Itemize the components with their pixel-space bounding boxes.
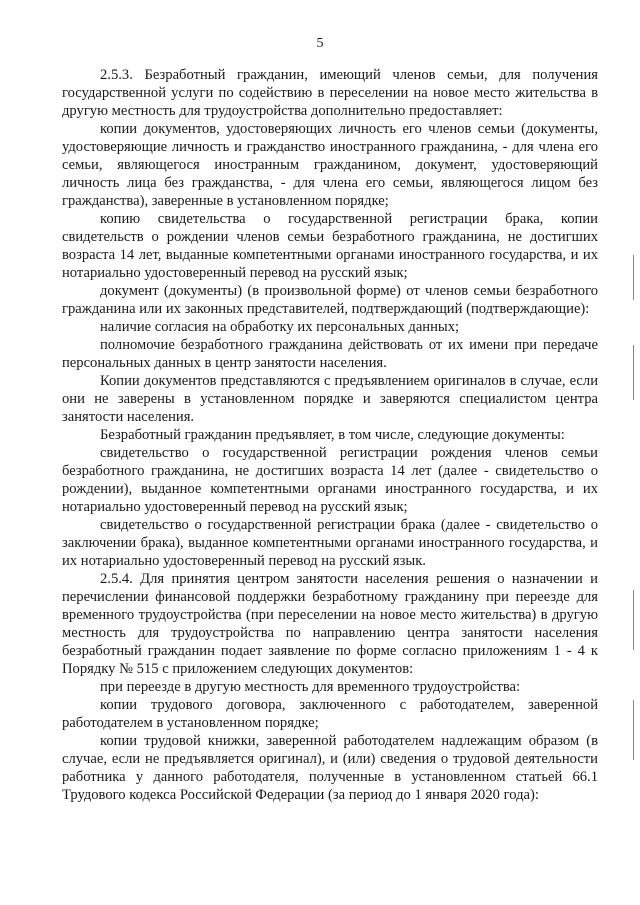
paragraph: свидетельство о государственной регистрации рождения членов семьи безработного гражданина, не достигших возраста 14 лет (далее - свидетельство о рождении), выданное компетентными органами иностранного государства, и их нотариально удостоверенный перевод на русский язык;	[62, 445, 598, 515]
document-body	[62, 66, 598, 804]
paragraph: документ (документы) (в произвольной форме) от членов семьи безработного гражданина или их законных представителей, подтверждающий (подтверждающие):	[62, 283, 598, 317]
page-number: 5	[316, 36, 324, 51]
paragraph: полномочие безработного гражданина действовать от их имени при передаче персональных данных в центр занятости населения.	[62, 337, 598, 371]
paragraph: копии документов, удостоверяющих личность его членов семьи (документы, удостоверяющие личность и гражданство иностранного гражданина, - для члена его семьи, являющегося иностранным гражданином, документ, удостоверяющий личность лица без гражданства, - для члена его семьи, являющегося лицом без гражданства), заверенные в установленном порядке;	[62, 121, 598, 209]
paragraph: 2.5.4. Для принятия центром занятости населения решения о назначении и перечислении финансовой поддержки безработному гражданину при переезде для временного трудоустройства (при переселении на новое место жительства) в другую местность для трудоустройства по направлению центра занятости населения безработный гражданин подает заявление по форме согласно приложениям 1 - 4 к Порядку № 515 с приложением следующих документов:	[62, 571, 598, 677]
paragraph: при переезде в другую местность для временного трудоустройства:	[100, 679, 521, 695]
scan-edge-line	[633, 345, 634, 400]
paragraph: Копии документов представляются с предъявлением оригиналов в случае, если они не заверены в установленном порядке и заверяются специалистом центра занятости населения.	[62, 373, 598, 425]
scan-edge-line	[633, 590, 634, 650]
scan-edge-line	[633, 255, 634, 300]
scan-edge-line	[633, 700, 634, 760]
paragraph: копии трудовой книжки, заверенной работодателем надлежащим образом (в случае, если не предъявляется оригинал), и (или) сведения о трудовой деятельности работника у данного работодателя, полученные в установленном статьей 66.1 Трудового кодекса Российской Федерации (за период до 1 января 2020 года):	[62, 733, 598, 803]
paragraph: 2.5.3. Безработный гражданин, имеющий членов семьи, для получения государственной услуги по содействию в переселении на новое место жительства в другую местность для трудоустройства дополнительно предоставляет:	[62, 67, 598, 119]
paragraph: Безработный гражданин предъявляет, в том числе, следующие документы:	[100, 427, 565, 443]
paragraph: копии трудового договора, заключенного с работодателем, заверенной работодателем в установленном порядке;	[62, 697, 598, 731]
paragraph: копию свидетельства о государственной регистрации брака, копии свидетельств о рождении членов семьи безработного гражданина, не достигших возраста 14 лет, выданные компетентными органами иностранного государства, и их нотариально удостоверенный перевод на русский язык;	[62, 211, 598, 281]
paragraph: свидетельство о государственной регистрации брака (далее - свидетельство о заключении брака), выданное компетентными органами иностранного государства, и их нотариально удостоверенный перевод на русский язык.	[62, 517, 598, 569]
paragraph: наличие согласия на обработку их персональных данных;	[100, 319, 460, 335]
